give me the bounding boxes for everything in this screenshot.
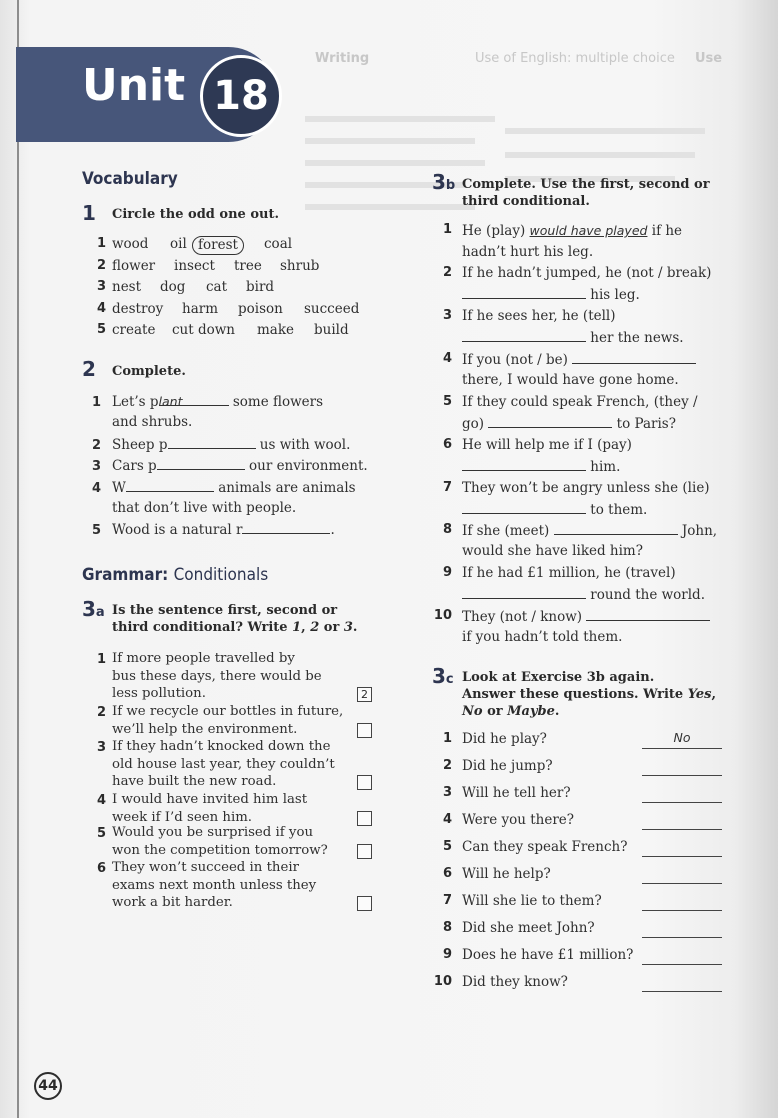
ex3c-question: Did he jump? xyxy=(462,758,553,774)
ex3b-item-10: They (not / know) xyxy=(462,606,710,628)
page-number: 44 xyxy=(34,1072,62,1100)
ex1-number: 4 xyxy=(96,300,106,316)
ex3c-number: 3 xyxy=(442,785,452,800)
ex1-word[interactable]: forest xyxy=(192,236,244,255)
ex3a-number: 6 xyxy=(96,861,106,876)
ex1-word[interactable]: harm xyxy=(182,300,218,317)
ex2-blank-2[interactable] xyxy=(168,434,256,449)
ex3c-number: 2 xyxy=(442,758,452,773)
ex2-blank-4[interactable] xyxy=(126,477,214,492)
ex3c-question: Were you there? xyxy=(462,812,575,828)
ex3a-sentence-line: They won’t succeed in their xyxy=(112,860,299,875)
ex3c-answer[interactable] xyxy=(642,757,722,776)
ex3c-answer[interactable] xyxy=(642,865,722,884)
ex3b-item-4-cont: there, I would have gone home. xyxy=(462,372,679,388)
ex3a-sentence-line: If more people travelled by xyxy=(112,651,295,666)
ex3a-answer-box[interactable] xyxy=(357,811,372,826)
ex3c-question: Did they know? xyxy=(462,974,568,990)
ex3a-answer-box[interactable] xyxy=(357,723,372,738)
ex3b-item-9-cont: round the world. xyxy=(462,584,705,606)
ex3c-number: 8 xyxy=(442,920,452,935)
ex3a-sentence-line: If we recycle our bottles in future, xyxy=(112,704,344,719)
ex3b-item-7-cont: to them. xyxy=(462,499,647,521)
ex3c-number: 5 xyxy=(442,839,452,854)
ex3c-question: Will he tell her? xyxy=(462,785,571,801)
ex3a-answer-box[interactable]: 2 xyxy=(357,687,372,702)
ex3c-number: 7 xyxy=(442,893,452,908)
ex3b-blank-2[interactable] xyxy=(462,284,586,299)
ex3b-item-2: If he hadn’t jumped, he (not / break) xyxy=(462,265,712,281)
ex1-word[interactable]: bird xyxy=(246,279,275,295)
ex3a-sentence-line: I would have invited him last xyxy=(112,792,308,807)
unit-label: Unit xyxy=(82,60,186,111)
ex3a-sentence-line: work a bit harder. xyxy=(112,895,233,910)
ex3b-item-6: He will help me if I (pay) xyxy=(462,437,632,453)
ex2-blank-5[interactable] xyxy=(242,519,330,534)
ex3b-item-3: If he sees her, he (tell) xyxy=(462,308,616,324)
exercise-3a-number: 3a xyxy=(82,597,105,621)
ex3a-answer-box[interactable] xyxy=(357,775,372,790)
exercise-3c-instruction: Look at Exercise 3b again. Answer these questions. Write Yes, No or Maybe. xyxy=(462,670,716,719)
ex3b-item-10-cont: if you hadn’t told them. xyxy=(462,629,623,645)
ex3c-answer[interactable] xyxy=(642,946,722,965)
ex3b-item-5-cont: go) to Paris? xyxy=(462,413,676,435)
ex1-word[interactable]: destroy xyxy=(112,300,164,317)
ex3b-blank-7[interactable] xyxy=(462,499,586,514)
ex1-number: 2 xyxy=(96,257,106,273)
ex3b-item-9: If he had £1 million, he (travel) xyxy=(462,565,676,581)
exercise-1-instruction: Circle the odd one out. xyxy=(112,207,279,222)
ex3c-answer[interactable]: No xyxy=(642,730,722,749)
exercise-1-number: 1 xyxy=(82,201,96,225)
ex3b-item-4: If you (not / be) xyxy=(462,349,696,371)
ex3a-sentence-line: won the competition tomorrow? xyxy=(112,842,328,858)
ex2-item-2: 2 Sheep p us with wool. xyxy=(92,434,350,456)
ex3b-item-1-cont: hadn’t hurt his leg. xyxy=(462,244,594,260)
ex3a-sentence-line: Would you be surprised if you xyxy=(112,825,314,840)
ex2-item-5: 5 Wood is a natural r . xyxy=(92,519,335,541)
ex3c-number: 1 xyxy=(442,731,452,746)
ex3a-number: 5 xyxy=(96,826,106,841)
exercise-3c-number: 3c xyxy=(432,664,454,688)
ex3a-number: 4 xyxy=(96,793,106,808)
ex1-word[interactable]: poison xyxy=(238,300,283,317)
ex3a-sentence-line: exams next month unless they xyxy=(112,877,317,893)
ghost-heading-writing: Writing xyxy=(315,51,370,66)
ghost-heading-use-of-english: Use of English: multiple choice xyxy=(475,51,675,66)
unit-number-badge: 18 xyxy=(200,55,282,137)
ex3b-blank-4[interactable] xyxy=(572,349,696,364)
ex1-word[interactable]: oil xyxy=(170,236,187,252)
ex1-word[interactable]: insect xyxy=(174,257,215,274)
ex1-word[interactable]: shrub xyxy=(280,257,320,274)
ex3c-answer[interactable] xyxy=(642,973,722,992)
ex3c-number: 4 xyxy=(442,812,452,827)
ex3a-answer-box[interactable] xyxy=(357,844,372,859)
ex3c-number: 6 xyxy=(442,866,452,881)
ex1-word[interactable]: make xyxy=(257,322,295,338)
vocabulary-heading: Vocabulary xyxy=(82,169,178,189)
ex3c-answer[interactable] xyxy=(642,784,722,803)
exercise-3b-instruction: Complete. Use the first, second or third conditional. xyxy=(462,177,710,209)
ex1-word[interactable]: wood xyxy=(112,236,149,252)
ex1-word[interactable]: flower xyxy=(112,257,156,274)
ex3c-answer[interactable] xyxy=(642,919,722,938)
ex1-word[interactable]: dog xyxy=(160,279,186,295)
ex3b-item-8-cont: would she have liked him? xyxy=(462,543,643,559)
ex3b-item-2-cont: his leg. xyxy=(462,284,640,306)
ex3c-number: 9 xyxy=(442,947,452,962)
ex3b-blank-9[interactable] xyxy=(462,584,586,599)
ex3a-sentence-line: week if I’d seen him. xyxy=(112,809,253,825)
ex3a-answer-box[interactable] xyxy=(357,896,372,911)
workbook-page: Writing Use of English: multiple choice Use Unit 18 Vocabulary 1 Circle the odd one out. 1 wood oil forest coal 2 flower insect tree shrub 3 nest dog cat bird 4 destroy harm poison succeed 5 create cut down make build 2 Complete. 1 Let’s plant some flowers and shrubs. 2 Sheep p us with wool. 3 Cars p our environment. 4 W animals are animals that don’t live with people. 5 Wood is a natural r . Grammar: Conditionals 3a Is the sentence first, second or third conditional? Write 1, 2 or 3. 1 If more people travelled by bus these days, there would be less pollution. 2 2 If we recycle our bottles in future, we’ll help the environment. 3 If they hadn’t knocked down the old house last year, they couldn’t have built the new road. 4 I would have invited him last week if I’d seen him. 5 Would you be surprised if you won the competition tomorrow? 6 They won’t succeed in their exams next month unless they work a bit harder. 3b Complete. Use the first, second or third conditional. 1 He (play) would have played if he hadn’t hurt his leg. 2 If he hadn’t jumped, he (not / break) his leg. 3 If he sees her, he (tell) her the news. 4 If you (not / be) there, I would have gone home. 5 If they could speak French, (they / go) to Paris? 6 He will help me if I (pay) him. 7 They won’t be angry unless she (lie) to them. 8 If she (meet) John, would she have liked him? 9 If he had £1 million, he (travel) round the world. 10 They (not / know) if you hadn’t told them. 3c Look at Exercise 3b again. Answer these questions. Write Yes, No or Maybe. 1 Did he play? No 2 Did he jump? 3 Will he tell her? 4 Were you there? 5 Can they speak French? 6 Will he help? 7 Will she lie to them? 8 Did she meet John? 9 Does he have £1 million? 10 Did they know? 44 xyxy=(0,0,778,1118)
ex1-word[interactable]: cat xyxy=(206,279,228,295)
ex3a-sentence-line: old house last year, they couldn’t xyxy=(112,756,335,772)
ex3b-blank-8[interactable] xyxy=(554,520,678,535)
page-binding-edge xyxy=(17,0,19,1118)
ex1-word[interactable]: build xyxy=(314,322,349,338)
ex3b-item-5: If they could speak French, (they / xyxy=(462,394,698,410)
ex1-number: 1 xyxy=(96,236,106,251)
ex2-blank-3[interactable] xyxy=(157,455,245,470)
ex3c-question: Did he play? xyxy=(462,731,547,747)
exercise-3b-number: 3b xyxy=(432,170,456,194)
ex1-word[interactable]: cut down xyxy=(172,322,235,338)
ex2-item-1-cont: and shrubs. xyxy=(112,414,193,430)
ex1-word[interactable]: tree xyxy=(234,257,262,274)
ghost-heading-use: Use xyxy=(695,51,723,66)
ex3b-blank-10[interactable] xyxy=(586,606,710,621)
exercise-3a-instruction: Is the sentence first, second or third conditional? Write 1, 2 or 3. xyxy=(112,603,358,635)
ex3c-answer[interactable] xyxy=(642,892,722,911)
ex3c-number: 10 xyxy=(433,974,452,989)
ex3a-number: 3 xyxy=(96,740,106,755)
ex3b-item-8: If she (meet) John, xyxy=(462,520,717,542)
ex1-word[interactable]: succeed xyxy=(304,300,360,317)
exercise-2-number: 2 xyxy=(82,357,96,381)
ex2-item-1: 1 Let’s plant some flowers xyxy=(92,391,323,413)
ex1-word[interactable]: nest xyxy=(112,279,142,295)
ex3b-blank-6[interactable] xyxy=(462,456,586,471)
ex1-number: 3 xyxy=(96,279,106,294)
ex3c-question: Did she meet John? xyxy=(462,920,595,936)
ex3b-item-6-cont: him. xyxy=(462,456,620,478)
ex3a-sentence-line: we’ll help the environment. xyxy=(112,721,298,737)
ex3b-blank-5[interactable] xyxy=(488,413,612,428)
ex3a-sentence-line: have built the new road. xyxy=(112,774,277,789)
ex3c-answer[interactable] xyxy=(642,811,722,830)
ex1-number: 5 xyxy=(96,322,106,337)
ex3a-sentence-line: bus these days, there would be xyxy=(112,668,322,684)
ex2-item-4: 4 W animals are animals xyxy=(92,477,356,499)
ex3a-sentence-line: less pollution. xyxy=(112,686,206,701)
ex3b-item-3-cont: her the news. xyxy=(462,327,684,349)
ex1-word[interactable]: coal xyxy=(264,236,293,252)
ex3c-answer[interactable] xyxy=(642,838,722,857)
exercise-2-instruction: Complete. xyxy=(112,364,186,379)
ex3b-blank-3[interactable] xyxy=(462,327,586,342)
ex3c-question: Will he help? xyxy=(462,866,551,882)
ex3b-answer-1[interactable]: would have played xyxy=(529,223,648,238)
ex2-item-3: 3 Cars p our environment. xyxy=(92,455,368,477)
ex3a-number: 2 xyxy=(96,705,106,720)
grammar-heading: Grammar: Conditionals xyxy=(82,565,269,585)
ex3c-question: Does he have £1 million? xyxy=(462,947,634,963)
ex3a-sentence-line: If they hadn’t knocked down the xyxy=(112,739,331,754)
ex2-item-4-cont: that don’t live with people. xyxy=(112,500,297,516)
ex3c-question: Will she lie to them? xyxy=(462,893,602,909)
ex3b-item-1: He (play) would have played if he xyxy=(462,223,683,239)
ex3c-question: Can they speak French? xyxy=(462,839,628,855)
ex1-word[interactable]: create xyxy=(112,322,156,338)
ex2-answer-1[interactable]: lant xyxy=(159,391,229,406)
ex3a-number: 1 xyxy=(96,652,106,667)
ex3b-item-7: They won’t be angry unless she (lie) xyxy=(462,480,710,496)
